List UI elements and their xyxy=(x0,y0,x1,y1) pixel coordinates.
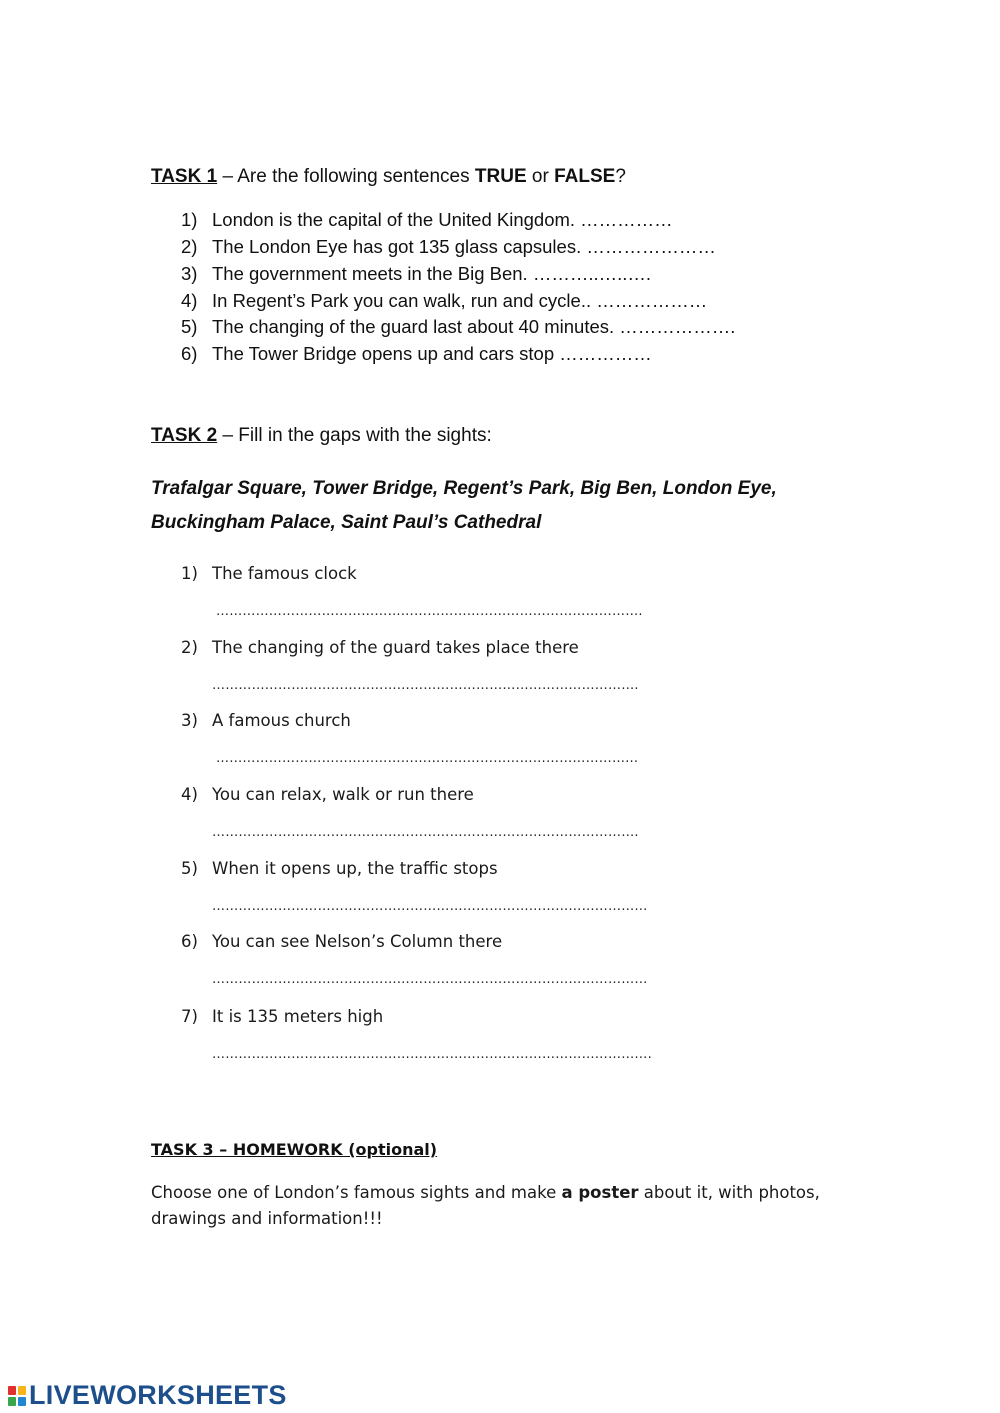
item-text: A famous church xyxy=(212,711,351,730)
item-number: 1) xyxy=(181,209,198,230)
answer-blank-5[interactable]: ……………………………………………………………………………………… xyxy=(212,899,648,914)
answer-blank-1[interactable]: ……………………………………………………………………………………. xyxy=(216,604,643,619)
answer-blank-7[interactable]: ………………………………………………………………………………………. xyxy=(212,1047,652,1062)
task2-item-5 xyxy=(181,859,498,878)
task3-text-end: about it, with photos, xyxy=(638,1183,820,1202)
task1-item-6[interactable] xyxy=(181,343,652,365)
item-text: When it opens up, the traffic stops xyxy=(212,859,498,878)
item-text: The government meets in the Big Ben. ………..…..…. xyxy=(212,263,652,284)
task1-item-3[interactable] xyxy=(181,263,651,285)
task2-item-4 xyxy=(181,785,474,804)
task2-item-1 xyxy=(181,564,357,583)
item-number: 4) xyxy=(181,290,198,311)
item-text: The changing of the guard last about 40 minutes. ………………. xyxy=(212,316,736,337)
item-number: 6) xyxy=(181,932,198,951)
true-word: TRUE xyxy=(474,166,527,187)
item-text: The famous clock xyxy=(212,564,357,583)
task1-item-5[interactable] xyxy=(181,316,735,338)
task1-item-4[interactable] xyxy=(181,290,707,312)
item-number: 5) xyxy=(181,316,198,337)
answer-blank-3[interactable]: …………………………………………………………………………………... xyxy=(216,751,639,766)
task3-title: TASK 3 – HOMEWORK (optional) xyxy=(151,1140,438,1159)
task1-item-2[interactable] xyxy=(181,236,716,258)
sights-list-line-1: Trafalgar Square, Tower Bridge, Regent’s Park, Big Ben, London Eye, xyxy=(151,478,777,499)
item-number: 2) xyxy=(181,236,198,257)
logo-squares-icon xyxy=(8,1386,26,1406)
answer-blank-6[interactable]: ……………………………………………………………………………………… xyxy=(212,972,648,987)
item-text: The Tower Bridge opens up and cars stop …………… xyxy=(212,343,652,364)
task2-item-6 xyxy=(181,932,502,951)
item-number: 4) xyxy=(181,785,198,804)
task2-label: TASK 2 xyxy=(151,425,218,446)
answer-blank-4[interactable]: ……………………………………………………………………………………. xyxy=(212,825,639,840)
question-mark: ? xyxy=(615,166,626,187)
task2-item-3 xyxy=(181,711,351,730)
logo-square-red xyxy=(8,1386,16,1395)
item-number: 7) xyxy=(181,1007,198,1026)
task3-text-start: Choose one of London’s famous sights and make xyxy=(151,1183,562,1202)
task1-heading xyxy=(151,166,626,188)
false-word: FALSE xyxy=(554,166,616,187)
or-word: or xyxy=(526,166,555,187)
logo-square-green xyxy=(8,1397,16,1406)
item-number: 1) xyxy=(181,564,198,583)
answer-blank-2[interactable]: ……………………………………………………………………………………. xyxy=(212,678,639,693)
logo-text: LIVEWORKSHEETS xyxy=(29,1380,287,1410)
item-number: 3) xyxy=(181,711,198,730)
logo-square-blue xyxy=(18,1397,26,1406)
item-text: You can see Nelson’s Column there xyxy=(212,932,503,951)
sights-list-line-2: Buckingham Palace, Saint Paul’s Cathedral xyxy=(151,512,542,533)
item-text: You can relax, walk or run there xyxy=(212,785,474,804)
task2-item-7 xyxy=(181,1007,383,1026)
item-number: 2) xyxy=(181,638,198,657)
task1-instruction: – Are the following sentences xyxy=(217,166,475,187)
item-text: London is the capital of the United Kingdom. …………… xyxy=(212,209,673,230)
task1-label: TASK 1 xyxy=(151,166,218,187)
task3-text-bold: a poster xyxy=(561,1183,639,1202)
task2-instruction: – Fill in the gaps with the sights: xyxy=(217,425,492,446)
item-text: In Regent’s Park you can walk, run and cycle.. ……………… xyxy=(212,290,708,311)
task2-heading xyxy=(151,425,492,447)
task3-text-line-2: drawings and information!!! xyxy=(151,1209,383,1228)
item-number: 6) xyxy=(181,343,198,364)
logo-square-yellow xyxy=(18,1386,26,1395)
task2-item-2 xyxy=(181,638,579,657)
item-number: 3) xyxy=(181,263,198,284)
item-number: 5) xyxy=(181,859,198,878)
task1-item-1[interactable] xyxy=(181,209,673,231)
task3-text xyxy=(151,1180,820,1232)
item-text: The London Eye has got 135 glass capsules. ………………… xyxy=(212,236,716,257)
liveworksheets-logo xyxy=(8,1380,287,1411)
item-text: It is 135 meters high xyxy=(212,1007,384,1026)
item-text: The changing of the guard takes place there xyxy=(212,638,579,657)
